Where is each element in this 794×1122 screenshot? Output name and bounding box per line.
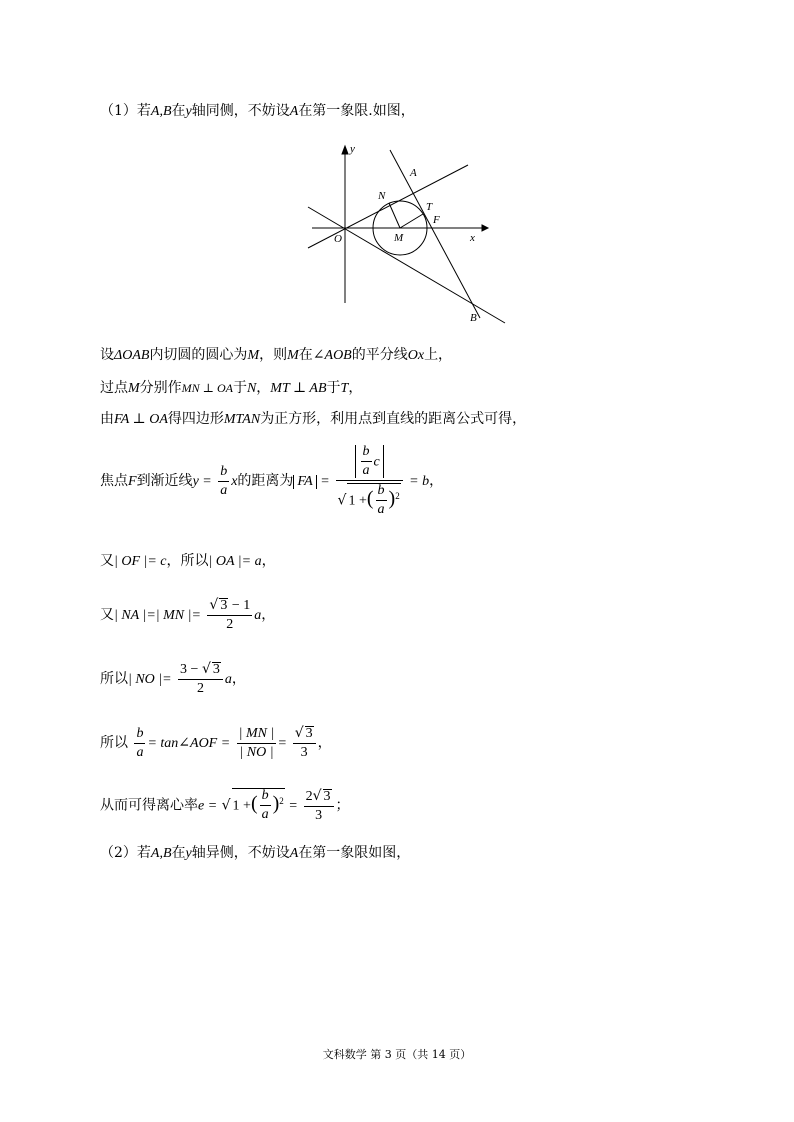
distance-fraction: $\frac{b}{a}$ c √ 1 +( $\frac{b}{a}$ )$^2$ <box>336 445 403 517</box>
label-x: x <box>470 232 475 244</box>
page-footer: 文科数学 第 3 页（共 14 页） <box>322 1048 472 1061</box>
fraction-b-over-a: $\frac{b}{a}$ <box>220 463 228 498</box>
perpendicular-statement: 过点M分别作MN ⊥ OA于N，MT ⊥ AB于T， <box>100 380 363 396</box>
y-axis-arrow <box>342 146 348 154</box>
eccentricity-formula: 从而可得离心率e = √ 1 +( $\frac{b}{a}$ )$^2$ = $\frac{2√ 3}{3}$ ； <box>100 787 350 823</box>
tan-aof-formula: 所以 $\frac{b}{a}$ = tan∠AOF = $\frac{| MN |}{| NO |}$ = $\frac{√ 3}{3}$ ， <box>100 725 332 760</box>
na-mn-formula: 又| NA |=| MN |= $\frac{√ 3 - 1}{2}$ a， <box>100 597 276 632</box>
label-m: M <box>394 232 404 244</box>
x-axis-arrow <box>482 225 488 231</box>
hyperbola-incircle-figure <box>300 138 520 328</box>
asymptote-upper <box>308 165 468 248</box>
incircle-statement: 设ΔOAB内切圆的圆心为M，则M在∠AOB的平分线Ox上， <box>100 347 453 363</box>
line-ab <box>390 150 480 318</box>
focus-distance-formula: 焦点F到渐近线y = $\frac{b}{a}$ x的距离为 FA = $\frac{b}{a}$ c √ 1 +( $\frac{b}{a}$ )$^2$ = b， <box>100 444 444 517</box>
no-formula: 所以| NO |= $\frac{3 - √ 3}{2}$ a， <box>100 661 246 696</box>
label-n: N <box>378 190 386 202</box>
of-oa-statement: 又| OF |= c，所以| OA |= a， <box>100 553 276 569</box>
label-f: F <box>433 214 440 226</box>
label-b: B <box>470 312 477 324</box>
segment-mt <box>400 214 423 228</box>
square-statement: 由FA ⊥ OA得四边形MTAN为正方形，利用点到直线的距离公式可得， <box>100 411 527 427</box>
label-a: A <box>410 167 417 179</box>
label-y: y <box>350 143 355 155</box>
label-t: T <box>426 201 433 213</box>
part1-heading: （1）若A,B在y轴同侧，不妨设A在第一象限.如图， <box>100 103 415 119</box>
label-o: O <box>334 233 342 245</box>
part2-heading: （2）若A,B在y轴异侧，不妨设A在第一象限如图， <box>100 845 411 861</box>
segment-mn <box>389 203 400 228</box>
